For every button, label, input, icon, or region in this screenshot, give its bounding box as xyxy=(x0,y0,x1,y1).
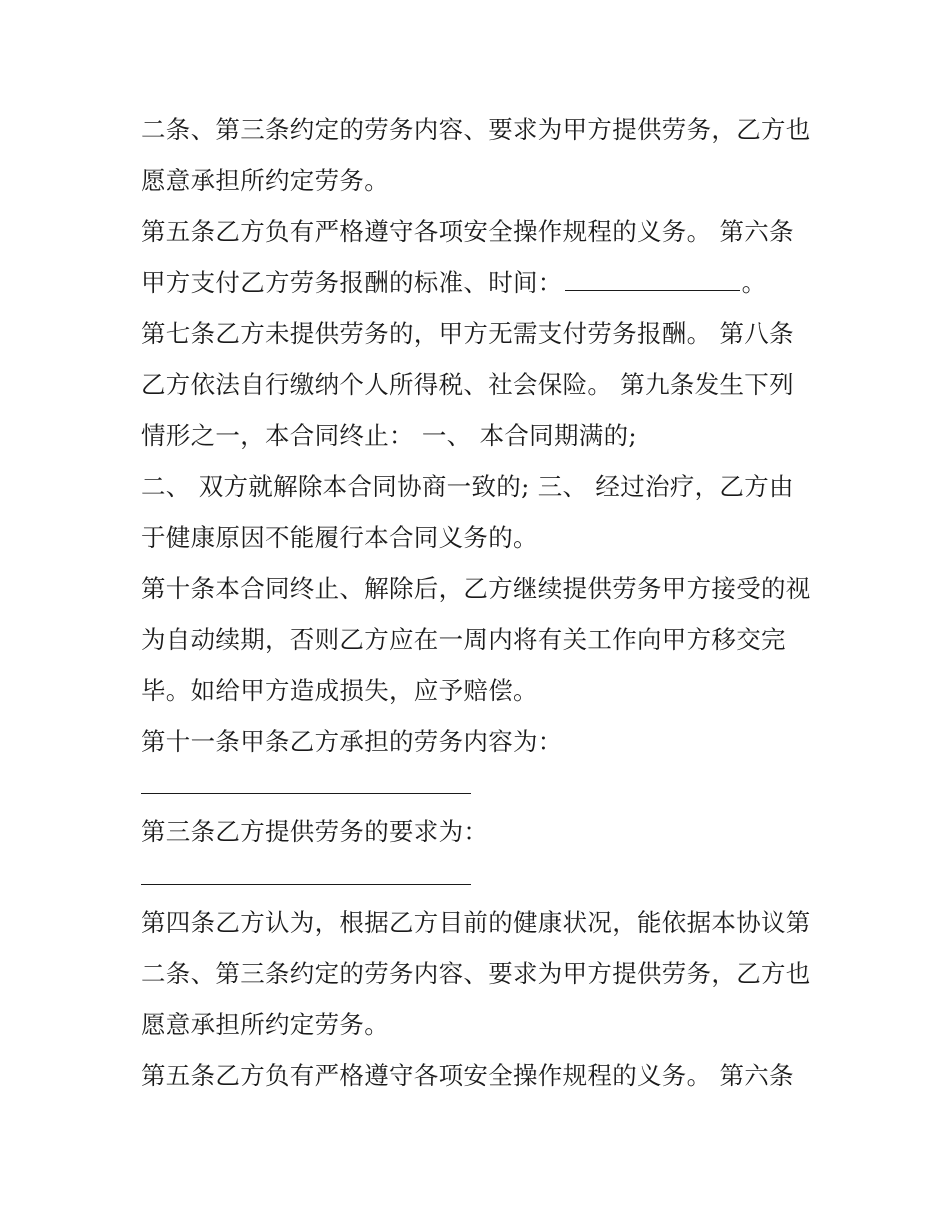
text-line: 第三条乙方提供劳务的要求为： xyxy=(141,817,489,846)
text-line: 为自动续期，否则乙方应在一周内将有关工作向甲方移交完 xyxy=(141,625,786,654)
text-line: 第五条乙方负有严格遵守各项安全操作规程的义务。 第六条 xyxy=(141,217,794,246)
text-line: 第七条乙方未提供劳务的，甲方无需支付劳务报酬。 第八条 xyxy=(141,319,794,348)
text-line: 二条、第三条约定的劳务内容、要求为甲方提供劳务，乙方也 xyxy=(141,959,811,988)
text-line: 愿意承担所约定劳务。 xyxy=(141,1010,389,1039)
text-line: 于健康原因不能履行本合同义务的。 xyxy=(141,523,538,552)
text-line: 二条、第三条约定的劳务内容、要求为甲方提供劳务，乙方也 xyxy=(141,115,811,144)
text-line: 毕。如给甲方造成损失，应予赔偿。 xyxy=(141,676,538,705)
text-segment: 甲方支付乙方劳务报酬的标准、时间： xyxy=(141,268,563,297)
text-segment: 。 xyxy=(741,268,767,297)
text-line: 第十条本合同终止、解除后，乙方继续提供劳务甲方接受的视 xyxy=(141,574,811,603)
payment-standard-line xyxy=(141,268,766,298)
text-line: 第四条乙方认为，根据乙方目前的健康状况，能依据本协议第 xyxy=(141,908,811,937)
text-line: 第五条乙方负有严格遵守各项安全操作规程的义务。 第六条 xyxy=(141,1061,794,1090)
fill-in-blank-line[interactable] xyxy=(141,793,471,794)
fill-in-blank[interactable] xyxy=(565,270,740,291)
text-line: 第十一条甲条乙方承担的劳务内容为： xyxy=(141,727,563,756)
text-line: 愿意承担所约定劳务。 xyxy=(141,166,389,195)
fill-in-blank-line[interactable] xyxy=(141,884,471,885)
text-line: 情形之一，本合同终止： 一、 本合同期满的; xyxy=(141,421,637,450)
text-line: 二、 双方就解除本合同协商一致的; 三、 经过治疗，乙方由 xyxy=(141,472,794,501)
text-line: 乙方依法自行缴纳个人所得税、社会保险。 第九条发生下列 xyxy=(141,370,794,399)
